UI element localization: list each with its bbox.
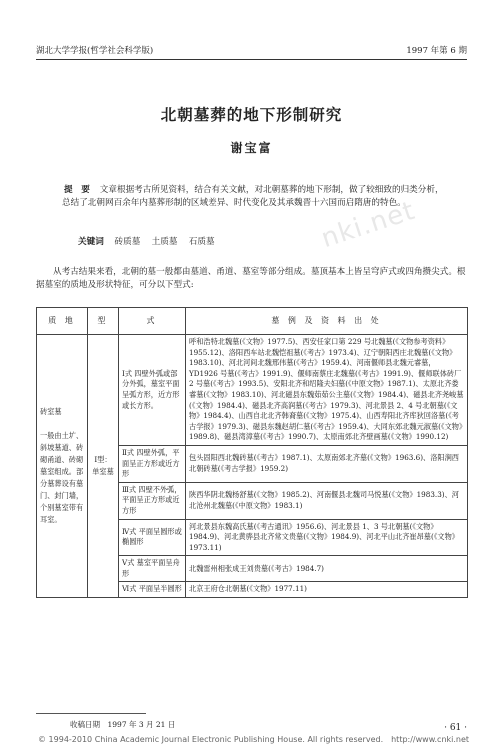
copyright-footer: © 1994-2010 China Academic Journal Electronic Publishing House. All rights reserved. http://www.cnki.net [38,735,470,744]
author-name: 谢宝富 [230,141,273,155]
issue-label: 1997 年第 6 期 [406,46,467,56]
keyword-item: 土质墓 [151,237,178,247]
tomb-typology-table [36,307,468,598]
intro-paragraph: 从考古结果来看，北朝的墓一般都由墓道、甬道、墓室等部分组成。墓顶基本上皆呈穹庐式或四角攒尖式。根据墓室的质地及形状特征，可分以下型式: [36,267,466,290]
page-number: · 61 · [444,723,467,733]
style-cell: Ⅵ式 平面呈半圆形 [119,582,186,598]
header-refs: 墓 例 及 资 料 出 处 [186,308,468,335]
refs-cell: 北魏雷州相张成王刘贵墓(《考古》1984.7) [186,556,468,582]
style-cell: Ⅳ式 平面呈圆形或椭圆形 [119,519,186,556]
style-cell: Ⅴ式 墓室平面呈舟形 [119,556,186,582]
style-cell: Ⅰ式 四壁外弧或部分外弧，墓室平面呈弧方形，近方形或长方形。 [119,335,186,446]
refs-cell: 陕西华阴北魏杨舒墓(《文物》1985.2)、河南偃县北魏司马悦墓(《文物》1983.3)、河北沧州北魏墓(《中原文物》1983.1) [186,482,468,519]
header-type: 型 [88,308,119,335]
running-header [36,44,467,58]
style-cell: Ⅲ式 四壁不外弧，平面呈正方形或近方形 [119,482,186,519]
refs-cell: 包头固阳西北魏砖墓(《考古》1987.1)、太原南郊北齐墓(《文物》1963.6)、洛阳涧西北朝砖墓(《考古学报》1959.2) [186,445,468,482]
refs-cell: 呼和浩特北魏墓(《文物》1977.5)、西安任家口第 229 号北魏墓(《文物参考资料》1955.12)、洛阳西车站北魏恺祖墓(《考古》1973.4)、辽宁朝阳西庄北魏墓(《文物》1983.10)、河北河间北魏邢伟墓(《考古》1959.4)、河南偃师县北魏元睿墓，YD1926 号墓(《考古》1991.9)、偃师南蔡庄北魏墓(《考古》1991.9)、偃师联体砖厂 2 号墓(《考古》1993.5)、安阳北齐和绍隆夫妇墓(《中原文物》1987.1)、太原北齐娄睿墓(《文物》1983.10)、河北磁县东魏茹茹公主墓(《文物》1984.4)、磁县北齐尧峻墓(《文物》1984.4)、磁县北齐高润墓(《考古》1979.3)、河北景县 2、4 号北朝墓(《文物》1984.4)、山西自北北齐韩裔墓(《文物》1975.4)、山西寿阳北齐库狄回洛墓(《考古学报》1979.3)、磁县东魏赵胡仁墓(《考古》1959.4)、大同东郊北魏元淑墓(《文物》1989.8)、磁县湾漳墓(《考古》1990.7)、太原南郊北齐壁画墓(《文物》1990.12) [186,335,468,446]
received-date: 收稿日期 1997 年 3 月 21 日 [70,720,176,729]
abstract [62,184,448,209]
abstract-text: 文章根据考古所见资料，结合有关文献，对北朝墓葬的地下形制，做了较细致的归类分析，总结了北朝网百余年内墓葬形制的区域差异、时代变化及其承魏晋十六国而启隋唐的特色。 [62,185,444,208]
header-style: 式 [119,308,186,335]
footnote-rule [36,713,146,714]
keyword-item: 砖质墓 [114,237,141,247]
abstract-label: 提 要 [64,185,90,195]
table-header-row [37,308,468,335]
header-material: 质 地 [37,308,88,335]
type-cell: Ⅰ型：单室墓 [88,335,119,598]
keywords-label: 关键词 [78,237,104,247]
keywords [78,235,215,247]
journal-name: 湖北大学学报(哲学社会科学版) [36,46,154,56]
header-rule [36,59,467,60]
material-cell: 砖室墓 一般由土圹、斜坡墓道、砖砌甬道、砖砌墓室组成。部分墓葬设有墓门、封门墙，个别墓室带有耳室。 [37,335,88,598]
watermark: nki.net [317,195,419,255]
style-cell: Ⅱ式 四壁外弧，平面呈正方形或近方形 [119,445,186,482]
table-row [37,335,468,446]
keyword-item: 石质墓 [188,237,215,247]
refs-cell: 北京王府仓北朝墓(《文物》1977.11) [186,582,468,598]
refs-cell: 河北景县东魏高氏墓(《考古通讯》1956.6)、河北景县 1、3 号北朝墓(《文物》1984.9)、河北黄骅县北齐常文贵墓(《文物》1984.9)、河北平山北齐崔昂墓(《文物》1973.11) [186,519,468,556]
paper-title: 北朝墓葬的地下形制研究 [160,105,343,124]
